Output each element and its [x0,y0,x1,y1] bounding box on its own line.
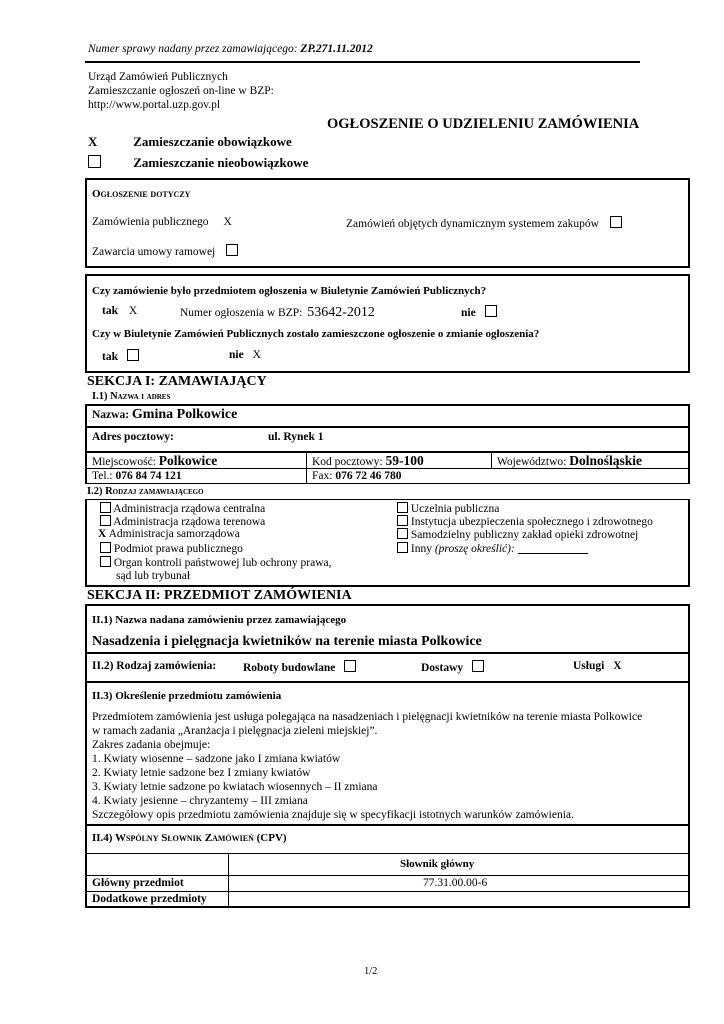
bulletin-no-label: nie [461,307,476,319]
type-right-4-checkbox[interactable] [397,542,408,553]
case-number-line [88,43,373,55]
section-1-sub-2: I.2) Rodzaj zamawiającego [87,486,204,497]
subject-divider-2 [85,681,690,683]
case-number-label: Numer sprawy nadany przez zamawiającego: [88,43,298,55]
public-contract-option [92,216,232,228]
city-label: Miejscowość: [92,456,156,468]
cpv-heading: II.4) Wspólny Słownik Zamówień (CPV) [92,832,287,844]
type-right-4 [397,542,588,555]
bulletin-yes-label: tak [102,305,118,317]
type-right-1-checkbox[interactable] [397,502,408,513]
name-label: Nazwa: [92,409,130,421]
works-checkbox[interactable] [344,660,356,672]
section-2-title: SEKCJA II: PRZEDMIOT ZAMÓWIENIA [87,588,352,603]
type-left-5-checkbox[interactable] [100,556,111,567]
description-line-5: 2. Kwiaty letnie sadzone bez I zmiany kwiatów [92,767,311,779]
mandatory-label: Zamieszczanie obowiązkowe [133,134,292,149]
type-left-2-label: Administracja rządowa terenowa [113,516,266,528]
optional-checkbox[interactable] [88,155,101,168]
tel-value: 076 84 74 121 [115,470,182,482]
section-1-title: SEKCJA I: ZAMAWIAJĄCY [87,374,267,389]
type-left-2 [100,515,265,528]
services-mark: X [613,660,622,672]
cpv-main-value: 77.31.00.00-6 [423,877,488,889]
optional-placement [88,155,308,171]
description-line-7: 4. Kwiaty jesienne – chryzantemy – III zmiana [92,795,308,807]
dynamic-system-checkbox[interactable] [610,216,622,228]
dynamic-system-label: Zamówień objętych dynamicznym systemem zakupów [346,218,599,230]
city-value: Polkowice [158,453,218,468]
works-option [243,660,356,674]
supplies-option [421,660,484,674]
type-left-2-checkbox[interactable] [100,515,111,526]
public-contract-mark: X [223,216,232,228]
section-2-sub-2: II.2) Rodzaj zamówienia: [92,660,217,672]
description-line-2: w ramach zadania „Aranżacja i pielęgnacja zieleni miejskiej”. [92,725,378,737]
city-cell [92,453,217,469]
services-label: Usługi [573,660,605,672]
name-value: Gmina Polkowice [131,407,238,422]
fax-label: Fax: [312,470,333,482]
bulletin-answer-2 [102,349,139,363]
public-contract-label: Zamówienia publicznego [92,216,209,228]
supplies-checkbox[interactable] [472,660,484,672]
type-left-4-checkbox[interactable] [100,542,111,553]
type-left-4 [100,542,243,555]
type-right-3 [397,528,638,541]
bulletin-yes2-label: tak [102,351,118,363]
bulletin-no2-mark: X [252,349,261,361]
type-right-1 [397,502,499,515]
subject-divider-3 [85,824,690,826]
subject-divider-1 [85,652,690,654]
type-left-3-label: Administracja samorządowa [108,528,240,540]
section-2-sub-4 [92,832,287,844]
postal-value: 59-100 [385,453,424,468]
section-2-sub-1: II.1) Nazwa nadana zamówieniu przez zamawiającego [92,614,347,626]
type-right-1-label: Uczelnia publiczna [410,503,500,515]
bulletin-question-1: Czy zamówienie było przedmiotem ogłoszenia w Biuletynie Zamówień Publicznych? [92,285,487,297]
publisher-line-1: Urząd Zamówień Publicznych [88,71,228,83]
address-label: Adres pocztowy: [92,431,174,443]
bulletin-number-value: 53642-2012 [307,305,375,320]
description-line-8: Szczegółowy opis przedmiotu zamówienia znajduje się w specyfikacji istotnych warunków zamówienia. [92,809,574,821]
description-line-4: 1. Kwiaty wiosenne – sadzone jako I zmiana kwiatów [92,753,341,765]
bulletin-answer-1 [102,305,137,317]
address-divider-1 [85,426,690,428]
description-line-3: Zakres zadania obejmuje: [92,739,211,751]
cpv-additional-label: Dodatkowe przedmioty [92,893,207,905]
tel-label: Tel.: [92,470,113,482]
cpv-col-divider [228,853,229,908]
bulletin-number-label: Numer ogłoszenia w BZP: [180,307,303,319]
type-left-5-label: Organ kontroli państwowej lub ochrony prawa, [113,557,332,569]
framework-label: Zawarcia umowy ramowej [92,246,216,258]
optional-label: Zamieszczanie nieobowiązkowe [133,155,309,170]
bulletin-yes-mark: X [128,305,138,317]
bulletin-number [180,305,375,321]
type-right-3-checkbox[interactable] [397,528,408,539]
header-rule [85,61,640,63]
type-left-1-label: Administracja rządowa centralna [113,503,266,515]
address-col-divider-2 [491,451,492,468]
type-other-input[interactable] [518,553,588,554]
type-right-2-checkbox[interactable] [397,515,408,526]
postal-label: Kod pocztowy: [312,456,383,468]
fax-value: 076 72 46 780 [335,470,402,482]
bulletin-no [461,305,497,319]
description-line-1: Przedmiotem zamówienia jest usługa polegająca na nasadzeniach i pielęgnacji kwietników na terenie miasta Polkowice [92,711,643,723]
fax-cell [312,470,401,482]
type-right-2-label: Instytucja ubezpieczenia społecznego i zdrowotnego [410,516,653,528]
type-left-5 [100,556,331,569]
description-line-6: 3. Kwiaty letnie sadzone po kwiatach wiosennych – II zmiana [92,781,378,793]
type-left-1-checkbox[interactable] [100,502,111,513]
cpv-header: Słownik główny [400,858,475,870]
framework-option [92,244,238,258]
mandatory-mark: X [88,134,98,149]
address-value: ul. Rynek 1 [268,431,324,443]
contract-name: Nasadzenia i pielęgnacja kwietników na terenie miasta Polkowice [92,634,482,649]
bulletin-no2-label: nie [229,349,244,361]
postal-cell [312,453,424,469]
voivodeship-label: Województwo: [497,456,567,468]
type-right-2 [397,515,653,528]
page-number: 1/2 [364,966,378,977]
publisher-link[interactable]: http://www.portal.uzp.gov.pl [88,99,221,111]
tel-cell [92,470,182,482]
type-right-4-label: Inny [410,543,432,555]
framework-checkbox[interactable] [226,244,238,256]
supplies-label: Dostawy [421,662,464,674]
concerns-heading: Ogłoszenie dotyczy [92,188,191,200]
type-left-3-mark: X [98,528,107,540]
subject-divider-4 [85,853,690,854]
name-row [92,407,237,423]
type-left-3 [98,528,240,540]
dynamic-system-option [346,216,622,230]
publisher-line-2: Zamieszczanie ogłoszeń on-line w BZP: [88,85,274,97]
bulletin-no2 [229,349,261,361]
bulletin-question-2: Czy w Biuletynie Zamówień Publicznych zostało zamieszczone ogłoszenie o zmianie ogłoszenia? [92,328,540,340]
voivodeship-value: Dolnośląskie [569,453,642,468]
case-number: ZP.271.11.2012 [300,43,373,55]
address-col-divider-1 [306,451,307,484]
cpv-main-label: Główny przedmiot [92,877,184,889]
type-left-4-label: Podmiot prawa publicznego [113,543,243,555]
mandatory-placement [88,134,292,150]
section-2-sub-3: II.3) Określenie przedmiotu zamówienia [92,690,282,702]
subject-divider-6 [85,891,690,892]
section-1-sub-1: I.1) Nazwa i adres [92,391,171,402]
page-title: OGŁOSZENIE O UDZIELENIU ZAMÓWIENIA [327,116,640,132]
type-left-1 [100,502,265,515]
subject-divider-5 [85,875,690,876]
services-option [573,660,622,672]
bulletin-yes2-checkbox[interactable] [127,349,139,361]
bulletin-no-checkbox[interactable] [485,305,497,317]
voivodeship-cell [497,453,642,469]
type-other-hint: (proszę określić): [434,543,515,555]
works-label: Roboty budowlane [243,662,336,674]
type-left-5-continuation: sąd lub trybunał [116,570,191,582]
type-right-3-label: Samodzielny publiczny zakład opieki zdrowotnej [410,529,639,541]
